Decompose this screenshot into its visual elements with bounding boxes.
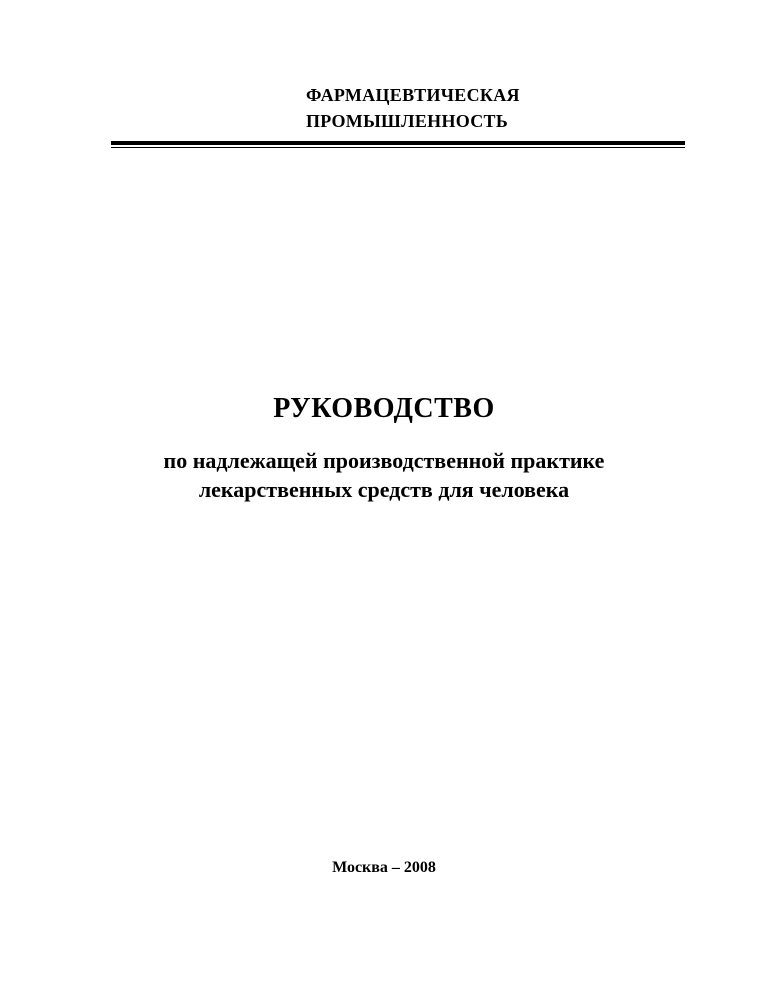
series-header-line-1: ФАРМАЦЕВТИЧЕСКАЯ [306, 85, 520, 105]
series-header [306, 82, 626, 134]
subtitle-line-2: лекарственных средств для человека [198, 477, 570, 502]
subtitle-line-1: по надлежащей производственной практике [163, 448, 605, 473]
series-header-line-2: ПРОМЫШЛЕННОСТЬ [306, 111, 509, 131]
header-rule-thin [111, 147, 685, 148]
document-subtitle [0, 446, 768, 504]
publication-place-year: Москва – 2008 [332, 859, 436, 876]
document-title: РУКОВОДСТВО [273, 393, 495, 424]
header-rule-thick [111, 141, 685, 145]
